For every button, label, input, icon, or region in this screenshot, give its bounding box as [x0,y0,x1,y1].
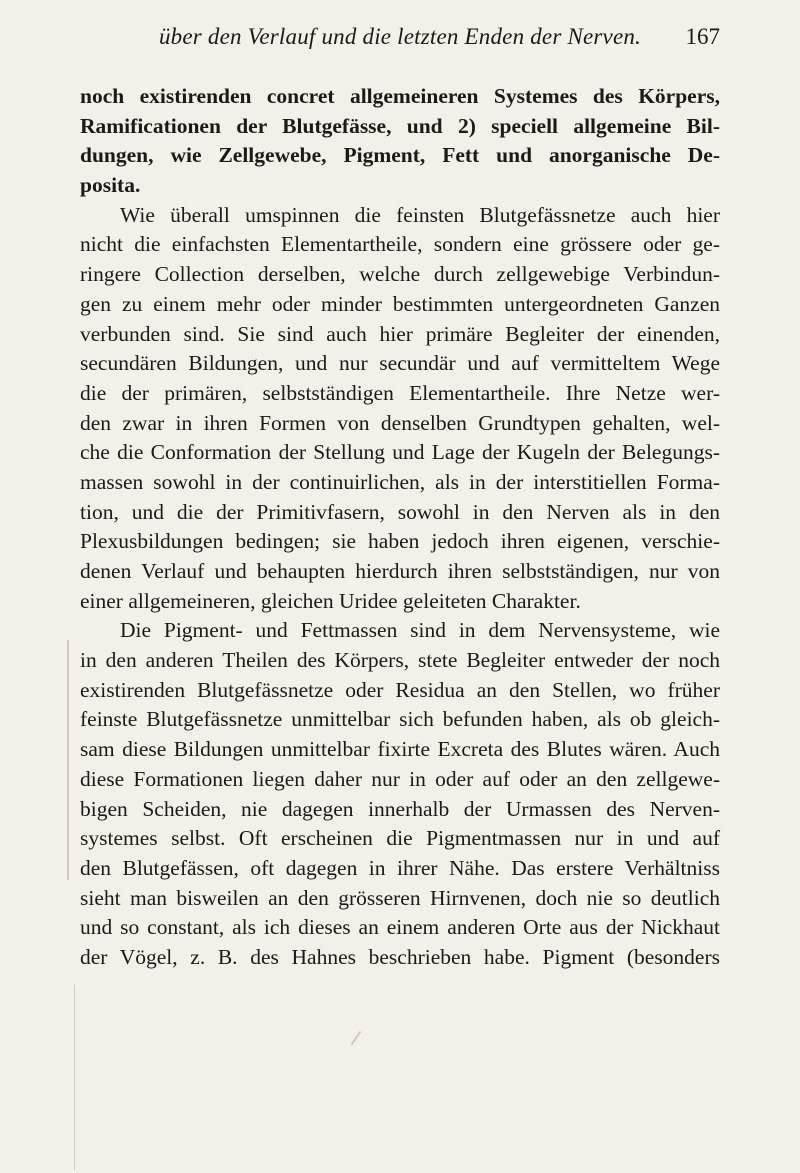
text-line: sieht man bisweilen an den grösseren Hirnvenen, doch nie so deutlich [80,885,720,910]
text-line: einer allgemeineren, gleichen Uridee geleiteten Charakter. [80,588,581,613]
text-line: sam diese Bildungen unmittelbar fixirte Excreta des Blutes wären. Auch [80,737,720,762]
paper-mark [351,1031,362,1045]
text-line: Die Pigment- und Fettmassen sind in dem Nervensysteme, wie [120,618,720,643]
text-line: Wie überall umspinnen die feinsten Blutgefässnetze auch hier [120,202,720,227]
text-line: systemes selbst. Oft erscheinen die Pigmentmassen nur in und auf [80,826,720,851]
text-line: nicht die einfachsten Elementartheile, sondern eine grössere oder ge- [80,232,720,257]
text-line: tion, und die der Primitivfasern, sowohl in den Nerven als in den [80,499,720,524]
text-line: bigen Scheiden, nie dagegen innerhalb der Urmassen des Nerven- [80,796,720,821]
body-text [80,82,720,973]
text-line: secundären Bildungen, und nur secundär und auf vermitteltem Wege [80,351,720,376]
text-line: diese Formationen liegen daher nur in oder auf oder an den zellgewe- [80,766,720,791]
text-line: massen sowohl in der continuirlichen, als in der interstitiellen Forma- [80,469,720,494]
text-line: und so constant, als ich dieses an einem anderen Orte aus der Nickhaut [80,915,720,940]
text-line: existirenden Blutgefässnetze oder Residua an den Stellen, wo früher [80,677,720,702]
text-line: Ramificationen der Blutgefässe, und 2) speciell allgemeine Bil- [80,113,720,138]
text-line: den zwar in ihren Formen von denselben Grundtypen gehalten, wel- [80,410,720,435]
gutter-shadow [67,640,69,880]
text-line: ringere Collection derselben, welche durch zellgewebige Verbindun- [80,262,720,287]
text-line: gen zu einem mehr oder minder bestimmten untergeordneten Ganzen [80,291,720,316]
page-header [0,0,800,72]
text-line: noch existirenden concret allgemeineren Systemes des Körpers, [80,84,720,108]
text-line: Plexusbildungen bedingen; sie haben jedoch ihren eigenen, verschie- [80,529,720,554]
text-line: posita. [80,173,141,198]
running-head: über den Verlauf und die letzten Enden der Nerven. [158,24,642,49]
text-line: die der primären, selbstständigen Elementartheile. Ihre Netze wer- [80,380,720,405]
text-line: in den anderen Theilen des Körpers, stete Begleiter entweder der noch [80,648,720,673]
text-line: che die Conformation der Stellung und Lage der Kugeln der Belegungs- [80,440,720,465]
text-line: feinste Blutgefässnetze unmittelbar sich befunden haben, als ob gleich- [80,707,720,732]
text-line: der Vögel, z. B. des Hahnes beschrieben habe. Pigment (besonders [80,944,720,969]
gutter-shadow [74,985,75,1170]
text-line: den Blutgefässen, oft dagegen in ihrer Nähe. Das erstere Verhältniss [80,855,720,880]
page-number: 167 [685,24,720,49]
text-line: verbunden sind. Sie sind auch hier primäre Begleiter der einenden, [80,321,720,346]
text-line: denen Verlauf und behaupten hierdurch ihren selbstständigen, nur von [80,559,720,583]
text-line: dungen, wie Zellgewebe, Pigment, Fett und anorganische De- [80,143,720,168]
